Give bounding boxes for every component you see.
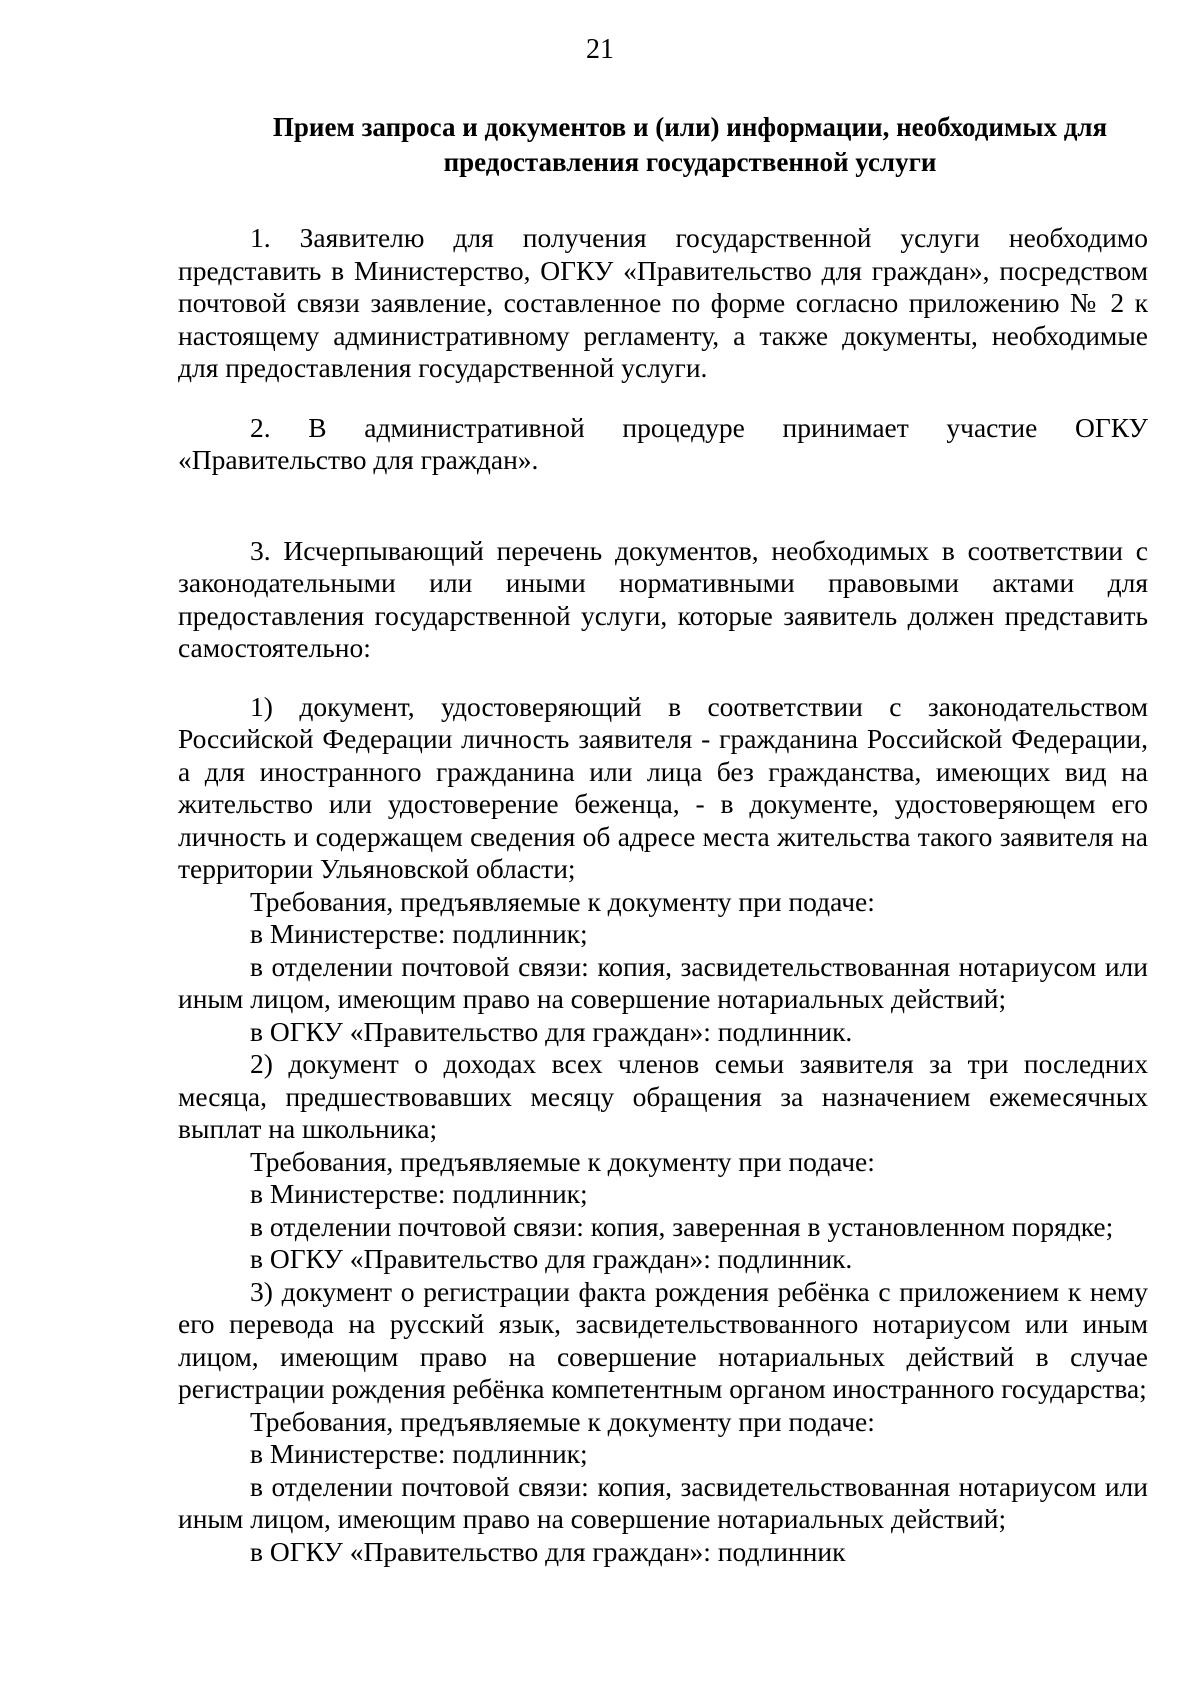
paragraph-3: 3. Исчерпывающий перечень документов, необходимых в соответствии с законодательными или иными нормативными правовыми актами для предоставления государственной услуги, которые заявитель должен представить самостоятельно: [178, 534, 1148, 663]
list-item-3: 3) документ о регистрации факта рождения ребёнка с приложением к нему его перевода на русский язык, засвидетельствованного нотариусом или иным лицом, имеющим право на совершение нотариальных действий в случае регистрации рождения ребёнка компетентным органом иностранного государства; [178, 1275, 1148, 1404]
requirements-heading: Требования, предъявляемые к документу при подаче: [250, 1405, 875, 1437]
requirements-heading: Требования, предъявляемые к документу при подаче: [250, 1145, 875, 1177]
requirement-post: в отделении почтовой связи: копия, засвидетельствованная нотариусом или иным лицом, имеющим право на совершение нотариальных действий; [178, 1470, 1148, 1534]
list-item-2: 2) документ о доходах всех членов семьи заявителя за три последних месяца, предшествовавших месяцу обращения за назначением ежемесячных выплат на школьника; [178, 1048, 1148, 1144]
requirement-ogku: в ОГКУ «Правительство для граждан»: подлинник. [250, 1243, 853, 1274]
section-title: Прием запроса и документов и (или) информации, необходимых для предоставления государственной услуги [272, 112, 1108, 177]
paragraph-2: 2. В административной процедуре принимает участие ОГКУ «Правительство для граждан». [178, 411, 1148, 475]
paragraph-1: 1. Заявителю для получения государственной услуги необходимо представить в Министерство, ОГКУ «Правительство для граждан», посредством почтовой связи заявление, составленное по форме согласно приложению № 2 к настоящему административному регламенту, а также документы, необходимые для предоставления государственной услуги. [178, 222, 1148, 383]
requirement-ogku: в ОГКУ «Правительство для граждан»: подлинник [250, 1535, 846, 1567]
requirement-ministry: в Министерстве: подлинник; [250, 1178, 588, 1209]
page-number: 21 [586, 34, 614, 65]
requirement-post: в отделении почтовой связи: копия, заверенная в установленном порядке; [250, 1210, 1114, 1242]
requirement-ministry: в Министерстве: подлинник; [250, 918, 588, 949]
requirements-heading: Требования, предъявляемые к документу при подаче: [250, 885, 875, 917]
document-body [178, 222, 1148, 1568]
requirement-ogku: в ОГКУ «Правительство для граждан»: подлинник. [250, 1015, 853, 1047]
requirement-ministry: в Министерстве: подлинник; [250, 1438, 588, 1469]
list-item-1: 1) документ, удостоверяющий в соответствии с законодательством Российской Федерации личность заявителя - гражданина Российской Федерации, а для иностранного гражданина или лица без гражданства, имеющих вид на жительство или удостоверение беженца, - в документе, удостоверяющем его личность и содержащем сведения об адресе места жительства такого заявителя на территории Ульяновской области; [178, 690, 1148, 884]
requirement-post: в отделении почтовой связи: копия, засвидетельствованная нотариусом или иным лицом, имеющим право на совершение нотариальных действий; [178, 950, 1148, 1014]
